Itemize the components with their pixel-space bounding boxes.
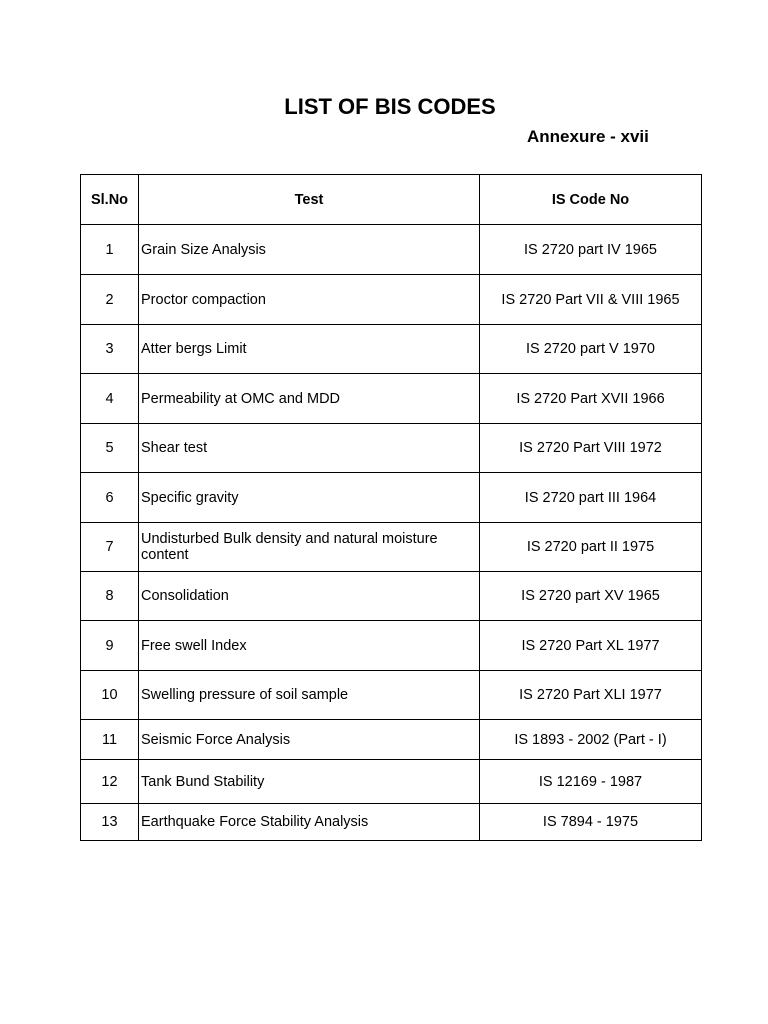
annexure-label: Annexure - xvii bbox=[527, 127, 649, 146]
cell-test: Shear test bbox=[139, 424, 480, 473]
cell-test: Specific gravity bbox=[139, 473, 480, 523]
table-row bbox=[81, 424, 702, 473]
cell-sl-no: 13 bbox=[81, 804, 139, 841]
table-row bbox=[81, 374, 702, 424]
table-row bbox=[81, 275, 702, 325]
cell-sl-no: 11 bbox=[81, 720, 139, 760]
cell-is-code: IS 2720 part V 1970 bbox=[480, 325, 702, 374]
table-row bbox=[81, 523, 702, 572]
cell-sl-no: 1 bbox=[81, 225, 139, 275]
table-row bbox=[81, 621, 702, 671]
table-row bbox=[81, 325, 702, 374]
cell-is-code: IS 12169 - 1987 bbox=[480, 760, 702, 804]
cell-is-code: IS 2720 part XV 1965 bbox=[480, 572, 702, 621]
cell-sl-no: 10 bbox=[81, 671, 139, 720]
cell-sl-no: 8 bbox=[81, 572, 139, 621]
cell-is-code: IS 2720 part II 1975 bbox=[480, 523, 702, 572]
cell-is-code: IS 2720 Part XVII 1966 bbox=[480, 374, 702, 424]
cell-is-code: IS 2720 part IV 1965 bbox=[480, 225, 702, 275]
cell-test: Undisturbed Bulk density and natural moisture content bbox=[139, 523, 480, 572]
cell-is-code: IS 2720 part III 1964 bbox=[480, 473, 702, 523]
header-is-code: IS Code No bbox=[480, 175, 702, 225]
cell-is-code: IS 2720 Part XLI 1977 bbox=[480, 671, 702, 720]
table-row bbox=[81, 720, 702, 760]
cell-test: Seismic Force Analysis bbox=[139, 720, 480, 760]
cell-test: Atter bergs Limit bbox=[139, 325, 480, 374]
cell-test: Tank Bund Stability bbox=[139, 760, 480, 804]
cell-is-code: IS 2720 Part VIII 1972 bbox=[480, 424, 702, 473]
cell-sl-no: 7 bbox=[81, 523, 139, 572]
cell-test: Permeability at OMC and MDD bbox=[139, 374, 480, 424]
cell-sl-no: 9 bbox=[81, 621, 139, 671]
cell-is-code: IS 1893 - 2002 (Part - I) bbox=[480, 720, 702, 760]
bis-codes-table bbox=[80, 174, 702, 841]
table-header-row bbox=[81, 175, 702, 225]
cell-sl-no: 4 bbox=[81, 374, 139, 424]
cell-sl-no: 5 bbox=[81, 424, 139, 473]
table-row bbox=[81, 473, 702, 523]
cell-is-code: IS 7894 - 1975 bbox=[480, 804, 702, 841]
table-row bbox=[81, 804, 702, 841]
cell-sl-no: 3 bbox=[81, 325, 139, 374]
cell-test: Free swell Index bbox=[139, 621, 480, 671]
cell-test: Earthquake Force Stability Analysis bbox=[139, 804, 480, 841]
table-row bbox=[81, 225, 702, 275]
cell-is-code: IS 2720 Part XL 1977 bbox=[480, 621, 702, 671]
table-row bbox=[81, 572, 702, 621]
header-sl-no: Sl.No bbox=[81, 175, 139, 225]
header-test: Test bbox=[139, 175, 480, 225]
cell-test: Consolidation bbox=[139, 572, 480, 621]
cell-is-code: IS 2720 Part VII & VIII 1965 bbox=[480, 275, 702, 325]
cell-sl-no: 2 bbox=[81, 275, 139, 325]
table-row bbox=[81, 671, 702, 720]
cell-test: Grain Size Analysis bbox=[139, 225, 480, 275]
page-title: LIST OF BIS CODES bbox=[284, 94, 496, 119]
cell-sl-no: 12 bbox=[81, 760, 139, 804]
cell-sl-no: 6 bbox=[81, 473, 139, 523]
cell-test: Swelling pressure of soil sample bbox=[139, 671, 480, 720]
cell-test: Proctor compaction bbox=[139, 275, 480, 325]
table-row bbox=[81, 760, 702, 804]
